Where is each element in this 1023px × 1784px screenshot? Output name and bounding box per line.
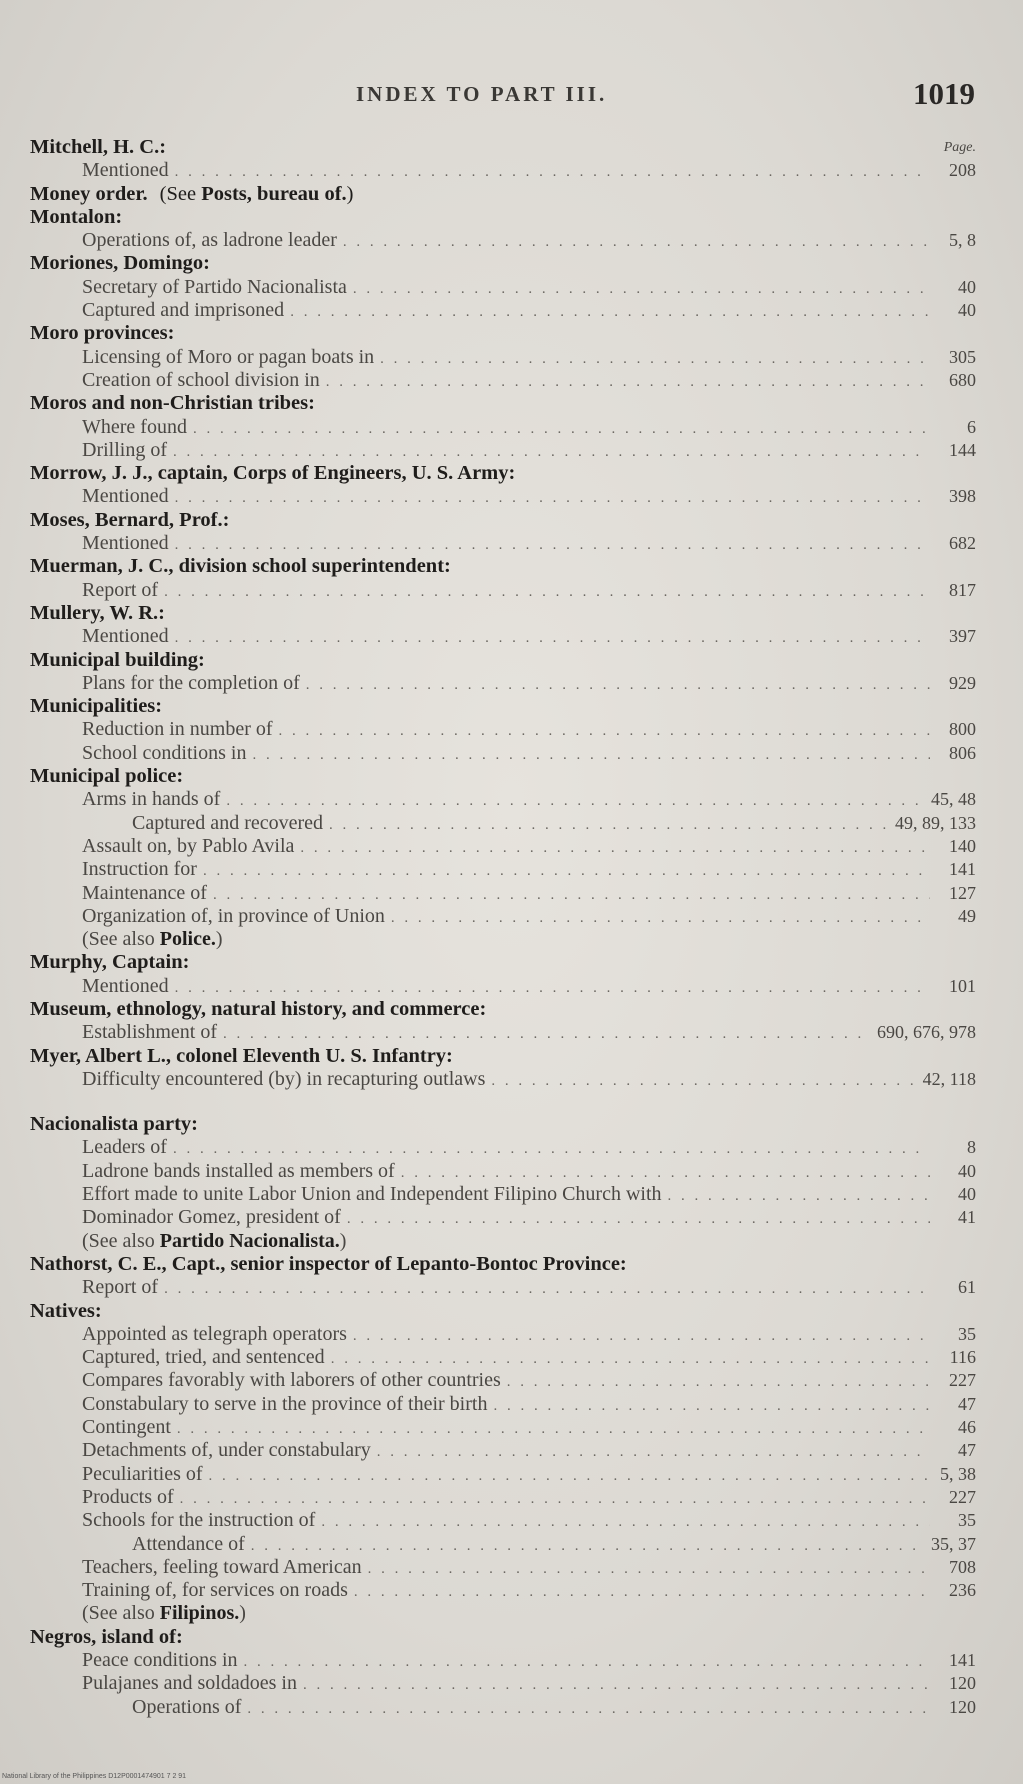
index-entry bbox=[30, 905, 976, 928]
index-entry bbox=[30, 439, 976, 462]
entry-pages: 61 bbox=[958, 1277, 976, 1298]
index-entry bbox=[30, 1649, 976, 1672]
entry-label: Effort made to unite Labor Union and Independent Filipino Church with bbox=[82, 1183, 662, 1206]
index-entry bbox=[30, 882, 976, 905]
entry-pages: 120 bbox=[949, 1696, 976, 1717]
entry-pages: 45, 48 bbox=[931, 789, 976, 810]
entry-pages: 40 bbox=[958, 276, 976, 297]
index-entry bbox=[30, 1206, 976, 1229]
entry-pages: 35, 37 bbox=[931, 1533, 976, 1554]
dot-leader bbox=[343, 231, 930, 254]
see-also-note bbox=[30, 928, 976, 951]
entry-label: Compares favorably with laborers of other countries bbox=[82, 1369, 501, 1392]
entry-pages: 690, 676, 978 bbox=[877, 1022, 976, 1043]
page-number: 1019 bbox=[913, 76, 975, 111]
entry-pages: 141 bbox=[949, 859, 976, 880]
index-entry bbox=[30, 416, 976, 439]
entry-pages: 305 bbox=[949, 346, 976, 367]
heading-text: Montalon: bbox=[30, 205, 123, 228]
entry-pages: 47 bbox=[958, 1440, 976, 1461]
index-heading bbox=[30, 206, 976, 229]
see-also-end: ) bbox=[215, 928, 223, 951]
entry-label: School conditions in bbox=[82, 741, 247, 764]
entry-pages: 8 bbox=[967, 1137, 976, 1158]
see-also-prefix: (See also bbox=[82, 1229, 160, 1252]
index-entry bbox=[30, 1486, 976, 1509]
dot-leader bbox=[353, 278, 930, 301]
dot-leader bbox=[175, 161, 930, 184]
heading-text: Myer, Albert L., colonel Eleventh U. S. Infantry: bbox=[30, 1044, 453, 1067]
entry-label: Licensing of Moro or pagan boats in bbox=[82, 345, 375, 368]
entry-pages: 42, 118 bbox=[922, 1068, 976, 1089]
index-entry bbox=[30, 346, 976, 369]
entry-pages: 708 bbox=[949, 1556, 976, 1577]
index-heading bbox=[30, 509, 976, 532]
entry-pages: 49 bbox=[958, 905, 976, 926]
dot-leader bbox=[173, 441, 930, 464]
entry-label: Captured and recovered bbox=[132, 811, 324, 834]
heading-text: Money order. bbox=[30, 182, 148, 205]
entry-label: Captured and imprisoned bbox=[82, 299, 285, 322]
entry-pages: 35 bbox=[958, 1323, 976, 1344]
dot-leader bbox=[326, 371, 930, 394]
entry-label: Creation of school division in bbox=[82, 368, 320, 391]
index-entry bbox=[30, 625, 976, 648]
dot-leader bbox=[226, 790, 925, 813]
dot-leader bbox=[493, 1395, 930, 1418]
index-entry bbox=[30, 1068, 976, 1091]
dot-leader bbox=[354, 1581, 930, 1604]
index-entry bbox=[30, 299, 976, 322]
entry-pages: 682 bbox=[949, 533, 976, 554]
entry-pages: 806 bbox=[949, 742, 976, 763]
index-heading bbox=[30, 649, 976, 672]
dot-leader bbox=[173, 1138, 930, 1161]
entry-label: Peculiarities of bbox=[82, 1462, 203, 1485]
index-entry bbox=[30, 1672, 976, 1695]
dot-leader bbox=[290, 301, 930, 324]
index-entry bbox=[30, 579, 976, 602]
index-entry bbox=[30, 742, 976, 765]
entry-pages: 680 bbox=[949, 369, 976, 390]
entry-pages: 6 bbox=[967, 416, 976, 437]
entry-pages: 144 bbox=[949, 439, 976, 460]
index-heading bbox=[30, 1626, 976, 1649]
entry-pages: 141 bbox=[949, 1650, 976, 1670]
dot-leader bbox=[203, 860, 930, 883]
see-also-prefix: (See also bbox=[82, 1602, 160, 1625]
heading-text: Mitchell, H. C.: bbox=[30, 136, 167, 158]
entry-label: Organization of, in province of Union bbox=[82, 904, 385, 927]
index-entry bbox=[30, 1416, 976, 1439]
scan-credit: National Library of the Philippines D12P0001474901 7 2 91 bbox=[2, 1773, 187, 1780]
index-heading bbox=[30, 1113, 976, 1136]
index-entry bbox=[30, 159, 976, 182]
index-entry bbox=[30, 718, 976, 741]
index-entry bbox=[30, 1136, 976, 1159]
index-list bbox=[30, 136, 976, 1719]
cross-reference-end: ) bbox=[346, 182, 354, 205]
entry-pages: 46 bbox=[958, 1417, 976, 1438]
entry-label: Where found bbox=[82, 415, 187, 438]
entry-label: Detachments of, under constabulary bbox=[82, 1439, 371, 1462]
dot-leader bbox=[177, 1418, 930, 1441]
index-entry bbox=[30, 229, 976, 252]
entry-pages: 116 bbox=[949, 1347, 976, 1368]
dot-leader bbox=[252, 744, 930, 767]
index-entry bbox=[30, 1533, 976, 1556]
index-heading bbox=[30, 602, 976, 625]
entry-pages: 40 bbox=[958, 1160, 976, 1181]
entry-label: Mentioned bbox=[82, 159, 169, 182]
dot-leader bbox=[368, 1558, 930, 1581]
entry-label: Constabulary to serve in the province of their birth bbox=[82, 1392, 488, 1415]
dot-leader bbox=[303, 1674, 930, 1697]
entry-label: Assault on, by Pablo Avila bbox=[82, 834, 295, 857]
index-entry bbox=[30, 1160, 976, 1183]
index-entry bbox=[30, 1579, 976, 1602]
dot-leader bbox=[223, 1023, 871, 1046]
index-entry bbox=[30, 532, 976, 555]
entry-label: Teachers, feeling toward American bbox=[82, 1555, 362, 1578]
heading-text: Nathorst, C. E., Capt., senior inspector of Lepanto-Bontoc Province: bbox=[30, 1252, 627, 1275]
entry-label: Mentioned bbox=[82, 625, 169, 648]
index-heading bbox=[30, 765, 976, 788]
cross-reference-target: Posts, bureau of. bbox=[201, 182, 347, 205]
dot-leader bbox=[377, 1441, 930, 1464]
entry-label: Mentioned bbox=[82, 485, 169, 508]
entry-label: Mentioned bbox=[82, 974, 169, 997]
heading-text: Museum, ethnology, natural history, and commerce: bbox=[30, 997, 487, 1020]
entry-label: Ladrone bands installed as members of bbox=[82, 1159, 395, 1182]
index-heading bbox=[30, 998, 976, 1021]
dot-leader bbox=[175, 627, 930, 650]
entry-label: Captured, tried, and sentenced bbox=[82, 1346, 325, 1369]
see-also-note bbox=[30, 1230, 976, 1253]
index-heading bbox=[30, 695, 976, 718]
page-column-label: Page. bbox=[943, 140, 976, 155]
heading-text: Municipal building: bbox=[30, 648, 205, 671]
heading-text: Moro provinces: bbox=[30, 322, 175, 345]
index-entry bbox=[30, 1463, 976, 1486]
dot-leader bbox=[300, 837, 930, 860]
heading-text: Moros and non-Christian tribes: bbox=[30, 392, 315, 415]
entry-label: Maintenance of bbox=[82, 881, 207, 904]
dot-leader bbox=[164, 581, 930, 604]
index-heading bbox=[30, 392, 976, 415]
entry-pages: 236 bbox=[949, 1580, 976, 1601]
dot-leader bbox=[175, 977, 930, 1000]
dot-leader bbox=[244, 1651, 930, 1674]
entry-label: Operations of bbox=[132, 1695, 242, 1718]
entry-pages: 35 bbox=[958, 1510, 976, 1531]
heading-text: Mullery, W. R.: bbox=[30, 601, 165, 624]
index-heading bbox=[30, 1300, 976, 1323]
index-heading bbox=[30, 252, 976, 275]
dot-leader bbox=[180, 1488, 930, 1511]
entry-pages: 817 bbox=[949, 579, 976, 600]
index-entry bbox=[30, 1346, 976, 1369]
dot-leader bbox=[668, 1185, 930, 1208]
dot-leader bbox=[306, 674, 930, 697]
entry-label: Report of bbox=[82, 578, 159, 601]
entry-pages: 49, 89, 133 bbox=[895, 812, 976, 833]
entry-label: Drilling of bbox=[82, 438, 167, 461]
index-heading bbox=[30, 555, 976, 578]
index-entry bbox=[30, 835, 976, 858]
heading-text: Nacionalista party: bbox=[30, 1113, 198, 1136]
entry-pages: 5, 38 bbox=[940, 1463, 976, 1484]
entry-label: Products of bbox=[82, 1485, 174, 1508]
entry-label: Plans for the completion of bbox=[82, 671, 300, 694]
dot-leader bbox=[321, 1511, 930, 1534]
heading-text: Municipal police: bbox=[30, 765, 184, 788]
entry-label: Pulajanes and soldadoes in bbox=[82, 1672, 297, 1695]
see-also-end: ) bbox=[239, 1602, 246, 1625]
entry-label: Instruction for bbox=[82, 858, 197, 881]
index-heading bbox=[30, 183, 976, 206]
dot-leader bbox=[491, 1070, 916, 1093]
index-entry bbox=[30, 1021, 976, 1044]
index-entry bbox=[30, 1183, 976, 1206]
index-entry bbox=[30, 1323, 976, 1346]
heading-text: Negros, island of: bbox=[30, 1625, 183, 1648]
dot-leader bbox=[329, 814, 889, 837]
dot-leader bbox=[175, 487, 930, 510]
entry-pages: 127 bbox=[949, 882, 976, 903]
entry-label: Appointed as telegraph operators bbox=[82, 1322, 347, 1345]
index-entry bbox=[30, 672, 976, 695]
heading-text: Natives: bbox=[30, 1299, 102, 1322]
index-heading bbox=[30, 136, 976, 159]
index-entry bbox=[30, 1509, 976, 1532]
index-entry bbox=[30, 369, 976, 392]
dot-leader bbox=[401, 1162, 930, 1185]
index-entry bbox=[30, 276, 976, 299]
entry-pages: 41 bbox=[958, 1207, 976, 1228]
index-entry bbox=[30, 485, 976, 508]
dot-leader bbox=[213, 884, 930, 907]
see-also-target: Police. bbox=[159, 928, 216, 951]
entry-pages: 140 bbox=[949, 835, 976, 856]
index-heading bbox=[30, 1253, 976, 1276]
index-entry bbox=[30, 1696, 976, 1719]
entry-pages: 47 bbox=[958, 1393, 976, 1414]
entry-label: Reduction in number of bbox=[82, 718, 273, 741]
index-heading bbox=[30, 462, 976, 485]
index-entry bbox=[30, 788, 976, 811]
entry-label: Training of, for services on roads bbox=[82, 1579, 348, 1602]
entry-pages: 227 bbox=[949, 1486, 976, 1507]
dot-leader bbox=[247, 1698, 930, 1721]
heading-text: Murphy, Captain: bbox=[30, 951, 190, 974]
entry-pages: 929 bbox=[949, 672, 976, 693]
heading-text: Municipalities: bbox=[30, 695, 163, 718]
entry-label: Attendance of bbox=[132, 1532, 245, 1555]
entry-label: Establishment of bbox=[82, 1021, 217, 1044]
entry-label: Schools for the instruction of bbox=[82, 1509, 316, 1532]
entry-label: Leaders of bbox=[82, 1136, 167, 1159]
index-heading bbox=[30, 1045, 976, 1068]
entry-pages: 101 bbox=[949, 975, 976, 996]
dot-leader bbox=[175, 534, 930, 557]
see-also-target: Filipinos. bbox=[159, 1602, 240, 1625]
entry-label: Difficulty encountered (by) in recapturing outlaws bbox=[82, 1067, 486, 1090]
entry-label: Contingent bbox=[82, 1416, 171, 1439]
heading-text: Moses, Bernard, Prof.: bbox=[30, 508, 230, 531]
index-entry bbox=[30, 858, 976, 881]
see-also-end: ) bbox=[339, 1229, 347, 1252]
dot-leader bbox=[380, 348, 930, 371]
index-entry bbox=[30, 1276, 976, 1299]
dot-leader bbox=[507, 1371, 930, 1394]
see-also-prefix: (See also bbox=[82, 928, 160, 951]
dot-leader bbox=[279, 720, 930, 743]
index-entry bbox=[30, 812, 976, 835]
entry-pages: 40 bbox=[958, 1184, 976, 1205]
cross-reference-prefix: (See bbox=[159, 182, 202, 205]
index-entry bbox=[30, 1439, 976, 1462]
see-also-note bbox=[30, 1602, 976, 1625]
heading-text: Muerman, J. C., division school superintendent: bbox=[30, 555, 451, 578]
dot-leader bbox=[193, 418, 930, 441]
dot-leader bbox=[209, 1465, 930, 1488]
entry-pages: 398 bbox=[949, 486, 976, 507]
entry-pages: 227 bbox=[949, 1370, 976, 1391]
entry-pages: 5, 8 bbox=[949, 230, 976, 251]
entry-label: Dominador Gomez, president of bbox=[82, 1206, 341, 1229]
entry-pages: 800 bbox=[949, 719, 976, 740]
index-entry bbox=[30, 1393, 976, 1416]
dot-leader bbox=[331, 1348, 930, 1371]
index-heading bbox=[30, 322, 976, 345]
entry-label: Operations of, as ladrone leader bbox=[82, 229, 337, 252]
dot-leader bbox=[251, 1535, 925, 1558]
dot-leader bbox=[347, 1208, 930, 1231]
entry-label: Peace conditions in bbox=[82, 1649, 238, 1671]
entry-pages: 120 bbox=[949, 1673, 976, 1694]
entry-label: Mentioned bbox=[82, 532, 169, 555]
entry-label: Arms in hands of bbox=[82, 788, 221, 811]
entry-label: Report of bbox=[82, 1276, 159, 1299]
index-entry bbox=[30, 1556, 976, 1579]
dot-leader bbox=[353, 1325, 930, 1348]
entry-label: Secretary of Partido Nacionalista bbox=[82, 275, 347, 298]
index-entry bbox=[30, 1369, 976, 1392]
dot-leader bbox=[164, 1278, 930, 1301]
running-title: INDEX TO PART III. bbox=[356, 82, 608, 106]
entry-pages: 40 bbox=[958, 300, 976, 321]
heading-text: Moriones, Domingo: bbox=[30, 252, 210, 275]
index-entry bbox=[30, 975, 976, 998]
see-also-target: Partido Nacionalista. bbox=[159, 1229, 340, 1252]
entry-pages: 208 bbox=[949, 160, 976, 181]
entry-pages: 397 bbox=[949, 626, 976, 647]
page-header bbox=[0, 76, 1023, 116]
dot-leader bbox=[391, 907, 930, 930]
index-heading bbox=[30, 951, 976, 974]
heading-text: Morrow, J. J., captain, Corps of Engineers, U. S. Army: bbox=[30, 462, 516, 485]
